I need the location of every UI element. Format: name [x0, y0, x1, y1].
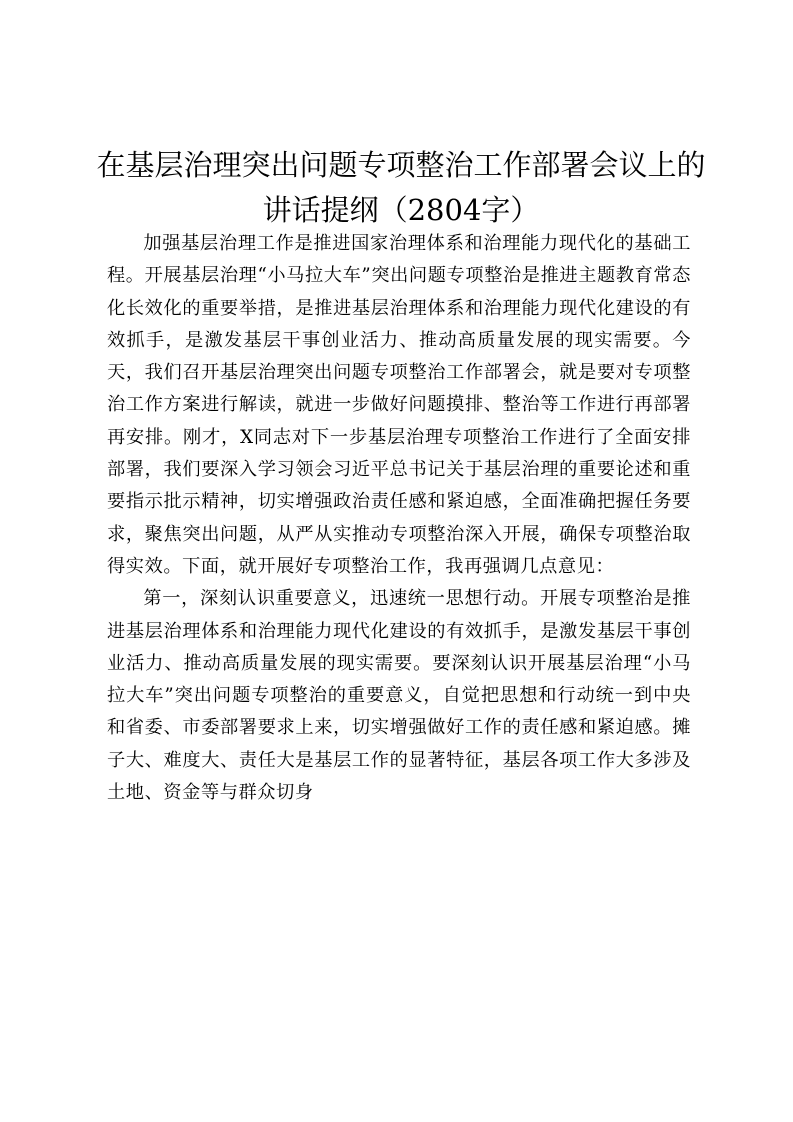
- paragraph-first-point: 第一，深刻认识重要意义，迅速统一思想行动。开展专项整治是推进基层治理体系和治理能力现代化建设的有效抓手，是激发基层干事创业活力、推动高质量发展的现实需要。要深刻认识开展基层治理“小马拉大车”突出问题专项整治的重要意义，自觉把思想和行动统一到中央和省委、市委部署要求上来，切实增强做好工作的责任感和紧迫感。摊子大、难度大、责任大是基层工作的显著特征，基层各项工作大多涉及土地、资金等与群众切身: [107, 588, 691, 804]
- document-body: [107, 228, 691, 809]
- document-title: 在基层治理突出问题专项整治工作部署会议上的讲话提纲（2804字）: [96, 148, 706, 227]
- paragraph-intro: 加强基层治理工作是推进国家治理体系和治理能力现代化的基础工程。开展基层治理“小马拉大车”突出问题专项整治是推进主题教育常态化长效化的重要举措，是推进基层治理体系和治理能力现代化建设的有效抓手，是激发基层干事创业活力、推动高质量发展的现实需要。今天，我们召开基层治理突出问题专项整治工作部署会，就是要对专项整治工作方案进行解读，就进一步做好问题摸排、整治等工作进行再部署再安排。刚才，X同志对下一步基层治理专项整治工作进行了全面安排部署，我们要深入学习领会习近平总书记关于基层治理的重要论述和重要指示批示精神，切实增强政治责任感和紧迫感，全面准确把握任务要求，聚焦突出问题，从严从实推动专项整治深入开展，确保专项整治取得实效。下面，就开展好专项整治工作，我再强调几点意见：: [107, 233, 691, 577]
